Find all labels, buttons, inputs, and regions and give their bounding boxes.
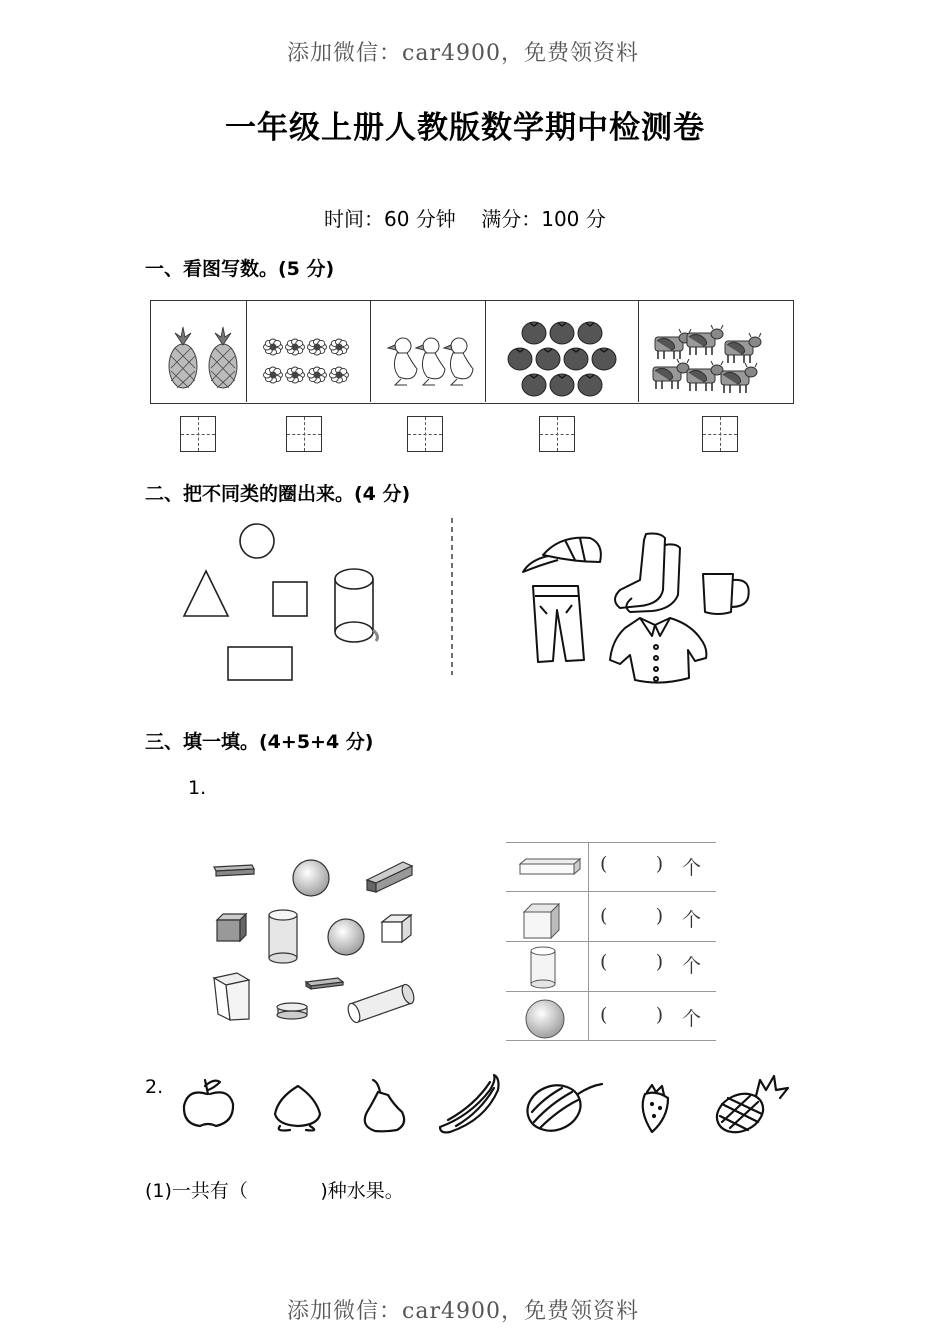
- peach-icon[interactable]: [275, 1086, 320, 1131]
- question-2-label: 2.: [145, 1076, 164, 1098]
- unit-row-2: 个: [682, 909, 702, 931]
- watermelon-icon[interactable]: [521, 1078, 602, 1138]
- banana-icon[interactable]: [440, 1075, 499, 1132]
- question-2-sub1: (1)一共有（ )种水果。: [145, 1180, 404, 1202]
- watermark-top: 添加微信：car4900，免费领资料: [287, 41, 639, 66]
- watermark-bottom: 添加微信：car4900，免费领资料: [287, 1299, 639, 1324]
- blank-row-2[interactable]: ( ): [600, 905, 664, 927]
- strawberry-icon[interactable]: [643, 1085, 668, 1132]
- blank-row-4[interactable]: ( ): [600, 1004, 664, 1026]
- unit-row-1: 个: [682, 857, 702, 879]
- apple-icon[interactable]: [184, 1080, 233, 1126]
- section3-heading: 三、填一填。(4+5+4 分): [145, 731, 374, 753]
- section1-heading: 一、看图写数。(5 分): [145, 258, 335, 280]
- exam-info: 时间：60 分钟 满分：100 分: [324, 207, 606, 231]
- unit-row-3: 个: [682, 955, 702, 977]
- page-title: 一年级上册人教版数学期中检测卷: [225, 110, 705, 146]
- question-1-label: 1.: [188, 777, 207, 799]
- blank-row-3[interactable]: ( ): [600, 951, 664, 973]
- pineapple-fruit-icon[interactable]: [711, 1076, 788, 1139]
- unit-row-4: 个: [682, 1008, 702, 1030]
- pear-icon[interactable]: [365, 1080, 404, 1131]
- blank-row-1[interactable]: ( ): [600, 853, 664, 875]
- section2-heading: 二、把不同类的圈出来。(4 分): [145, 483, 411, 505]
